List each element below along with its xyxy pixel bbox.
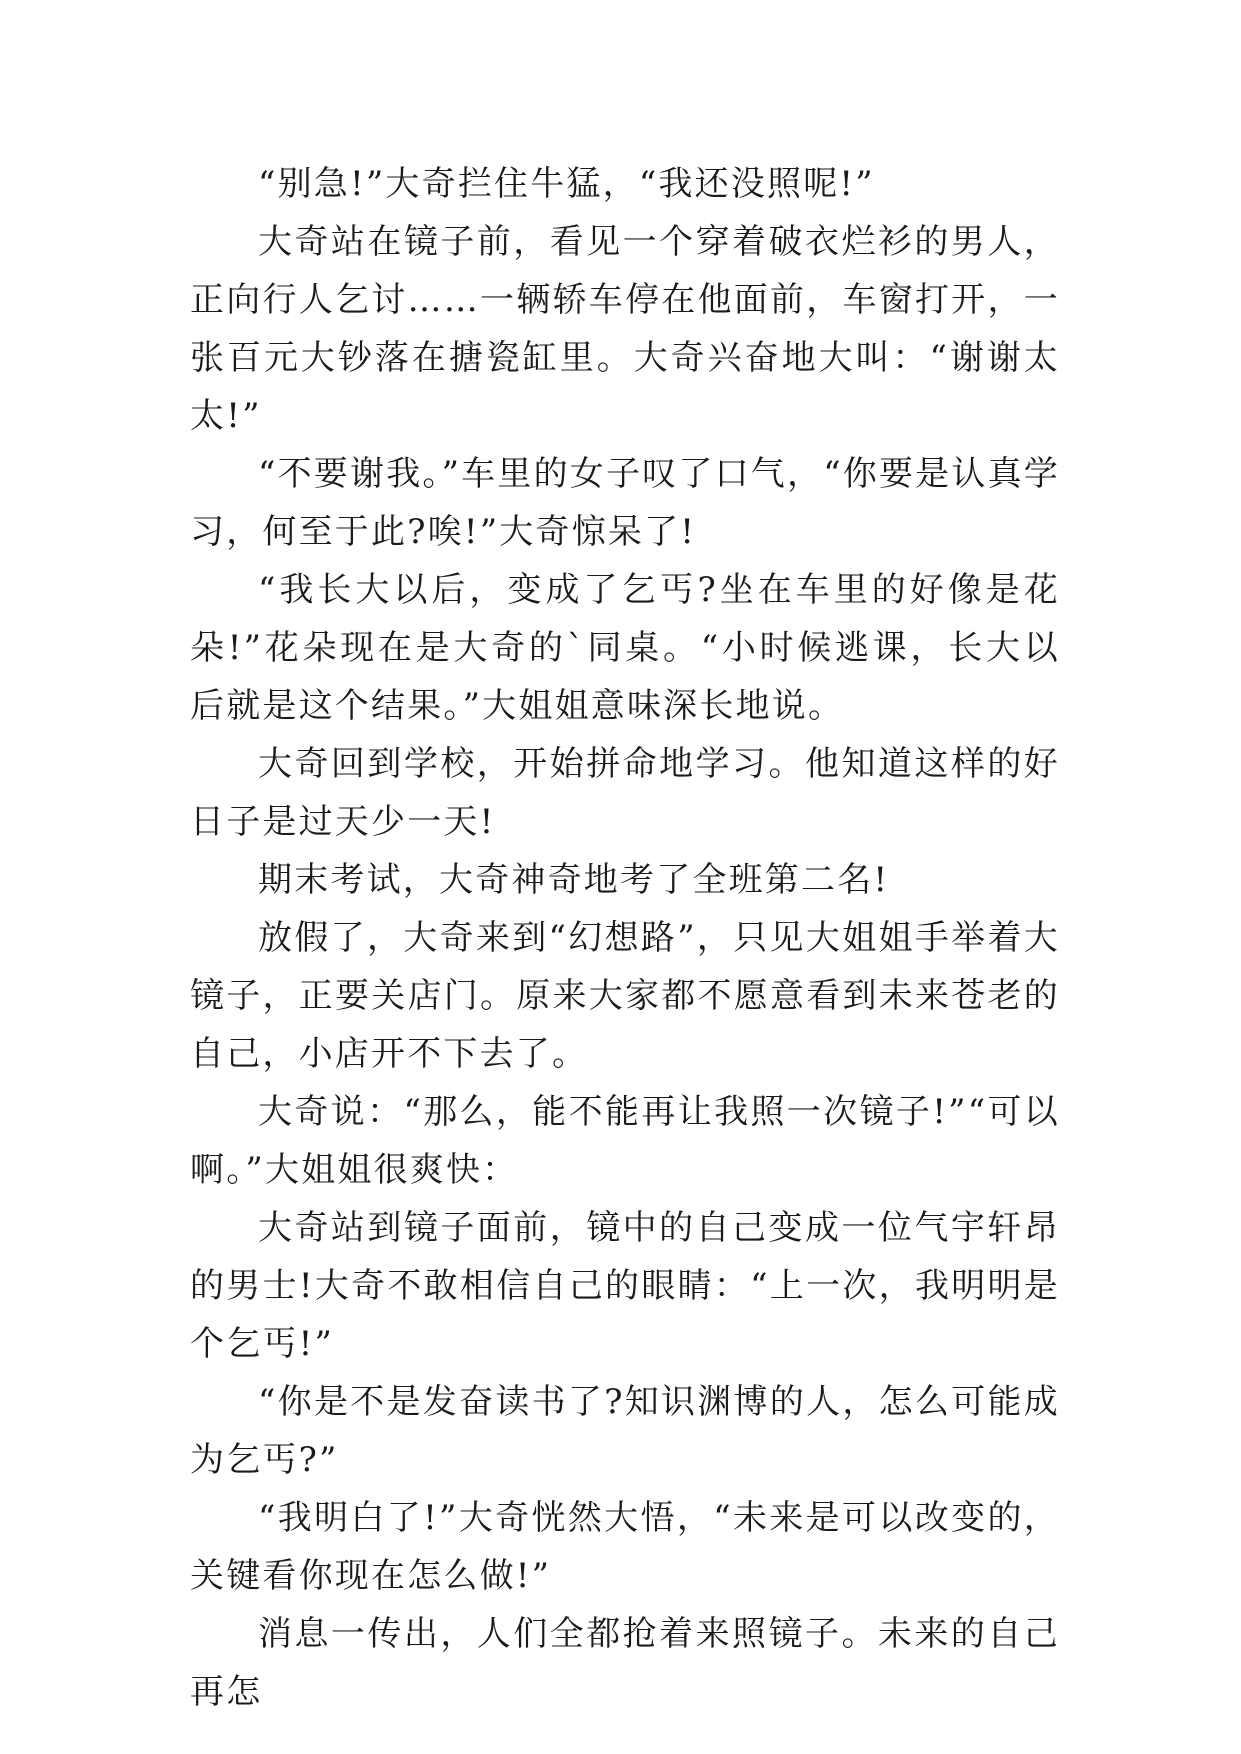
paragraph: 大奇站在镜子前，看见一个穿着破衣烂衫的男人，正向行人乞讨……一辆轿车停在他面前，车窗打开，一张百元大钞落在搪瓷缸里。大奇兴奋地大叫：“谢谢太太!” (190, 222, 1060, 436)
paragraph: 大奇回到学校，开始拼命地学习。他知道这样的好日子是过天少一天! (190, 744, 1060, 842)
paragraph: 期末考试，大奇神奇地考了全班第二名! (258, 860, 890, 900)
paragraph: 放假了，大奇来到“幻想路”，只见大姐姐手举着大镜子，正要关店门。原来大家都不愿意看到未来苍老的自己，小店开不下去了。 (190, 918, 1060, 1074)
paragraph: “不要谢我。”车里的女子叹了口气，“你要是认真学习，何至于此?唉!”大奇惊呆了! (190, 454, 1060, 552)
paragraph: “我长大以后，变成了乞丐?坐在车里的好像是花朵!”花朵现在是大奇的`同桌。“小时候逃课，长大以后就是这个结果。”大姐姐意味深长地说。 (190, 570, 1060, 726)
paragraph: “你是不是发奋读书了?知识渊博的人，怎么可能成为乞丐?” (190, 1382, 1060, 1480)
paragraph: “别急!”大奇拦住牛猛，“我还没照呢!” (258, 164, 875, 204)
paragraph: 大奇站到镜子面前，镜中的自己变成一位气宇轩昂的男士!大奇不敢相信自己的眼睛：“上一次，我明明是个乞丐!” (190, 1208, 1060, 1364)
paragraph: “我明白了!”大奇恍然大悟，“未来是可以改变的，关键看你现在怎么做!” (190, 1498, 1060, 1596)
paragraph: 大奇说：“那么，能不能再让我照一次镜子!”“可以啊。”大姐姐很爽快： (190, 1092, 1060, 1190)
story-text (190, 155, 1060, 1721)
paragraph: 消息一传出，人们全都抢着来照镜子。未来的自己再怎 (190, 1614, 1060, 1712)
